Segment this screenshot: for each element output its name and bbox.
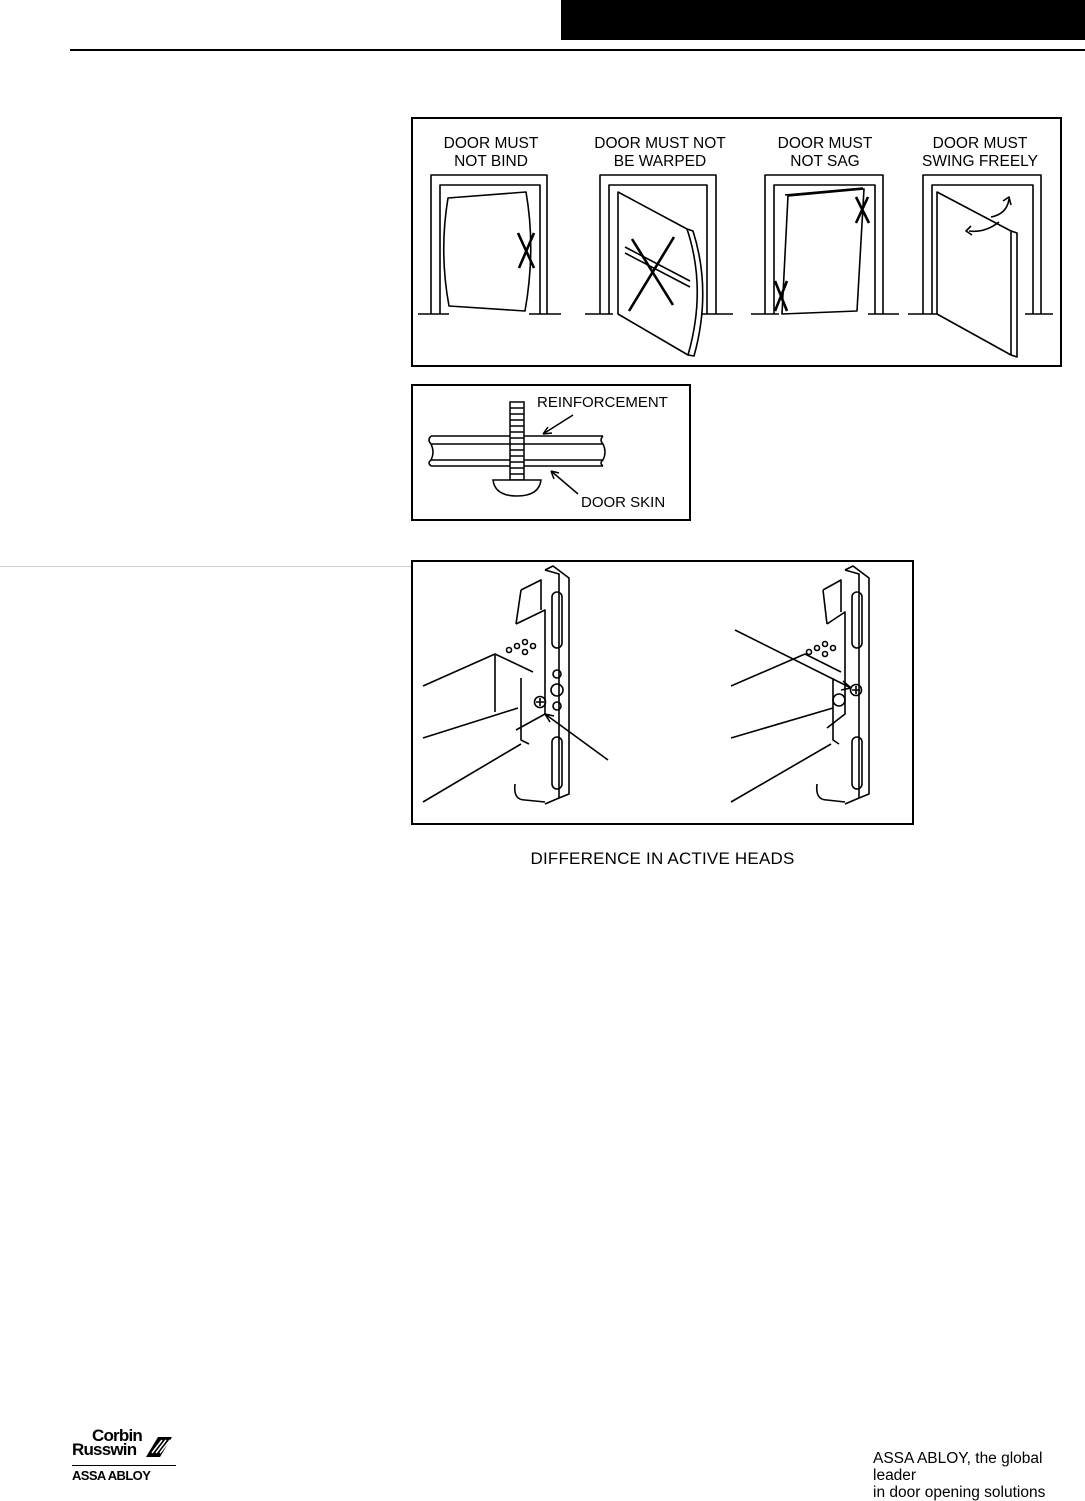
active-head-left (423, 566, 608, 804)
active-heads-caption: DIFFERENCE IN ACTIVE HEADS (530, 849, 795, 868)
door-warped-illustration (585, 175, 733, 356)
company-tagline: ASSA ABLOY, the global leader in door opening solutions (873, 1450, 1046, 1501)
door-bind-illustration (418, 175, 561, 314)
reinforcement-figure (411, 384, 691, 521)
header-rule (70, 49, 1085, 51)
reinforcement-drawing (413, 386, 688, 518)
door-condition-label-2: DOOR MUST NOT BE WARPED (594, 135, 726, 170)
active-heads-figure (411, 560, 914, 825)
door-swing-illustration (908, 175, 1053, 357)
door-condition-label-3: DOOR MUST NOT SAG (777, 135, 873, 170)
active-head-right (731, 566, 869, 804)
door-condition-label-4: DOOR MUST SWING FREELY (922, 135, 1038, 170)
active-heads-drawing (413, 562, 911, 822)
header-bar (561, 0, 1085, 40)
door-conditions-drawing (413, 119, 1059, 364)
door-skin-label: DOOR SKIN (581, 494, 666, 511)
door-sag-illustration (751, 175, 899, 314)
brand-stripes-icon (144, 1435, 174, 1459)
door-conditions-figure (411, 117, 1062, 367)
reinforcement-label: REINFORCEMENT (537, 394, 668, 411)
door-condition-label-1: DOOR MUST NOT BIND (443, 135, 539, 170)
